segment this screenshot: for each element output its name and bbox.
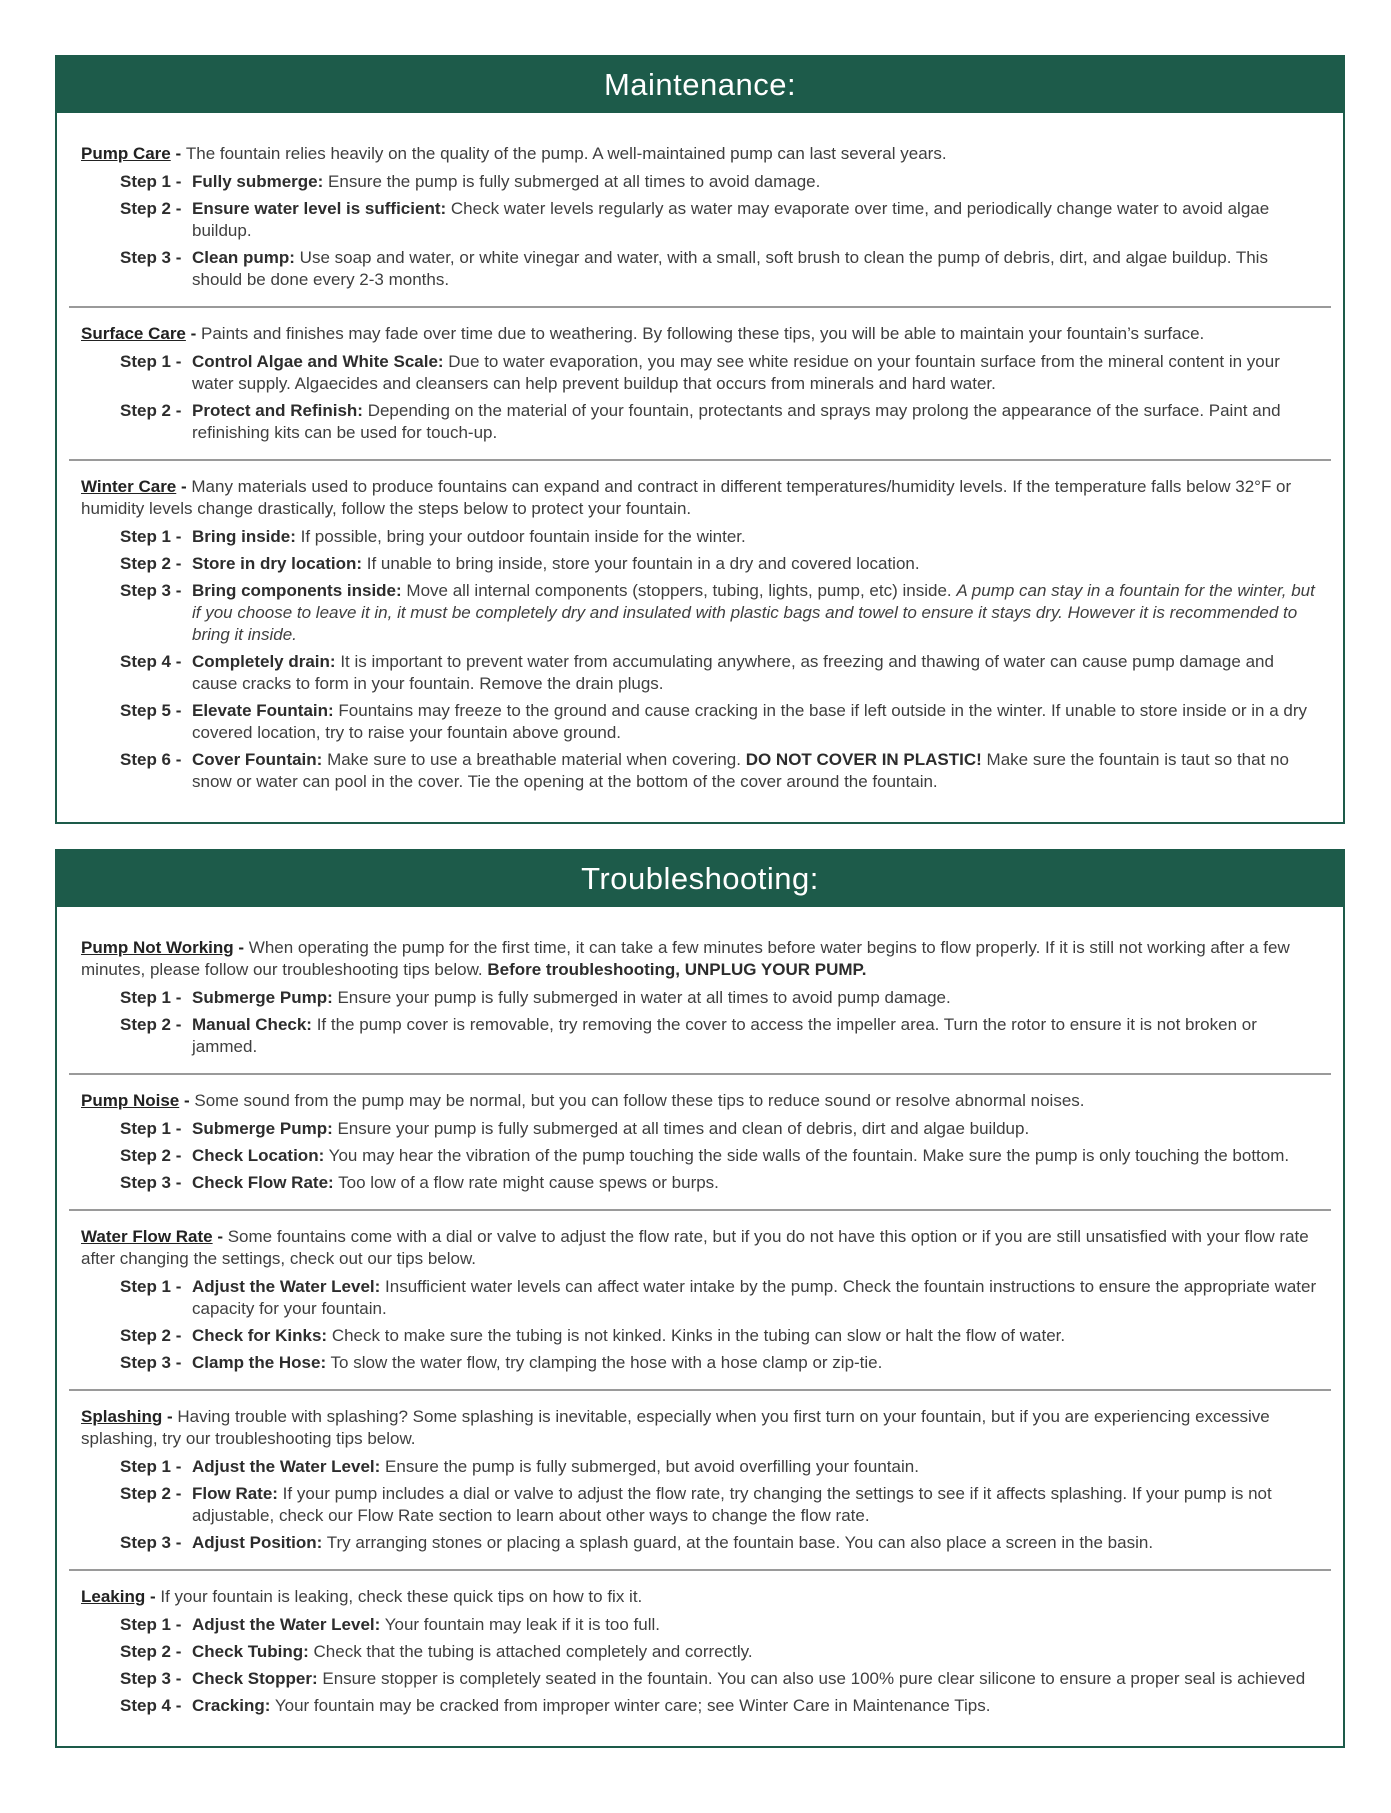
step-item [120, 1668, 1319, 1690]
step-text-part: Bring components inside: [192, 581, 402, 600]
step-text [192, 1695, 1319, 1717]
step-text [192, 700, 1319, 744]
step-text-part: Check Flow Rate: [192, 1173, 334, 1192]
topic-intro [81, 1226, 1319, 1270]
step-item [120, 1614, 1319, 1636]
topic-intro-part: Some fountains come with a dial or valve to adjust the flow rate, but if you do not have this option or if you are still unsatisfied with your flow rate after changing the settings, check out our tips below. [81, 1227, 1309, 1268]
step-text-part: Too low of a flow rate might cause spews or burps. [333, 1173, 719, 1192]
step-label: Step 1 - [120, 352, 182, 371]
step-text-part: It is important to prevent water from accumulating anywhere, as freezing and thawing of water can cause pump damage and cause cracks to form in your fountain. Remove the drain plugs. [192, 652, 1274, 693]
step-label: Step 1 - [120, 1615, 182, 1634]
topic-intro-part: Having trouble with splashing? Some splashing is inevitable, especially when you first turn on your fountain, but if you are experiencing excessive splashing, try our troubleshooting tips below. [81, 1407, 1270, 1448]
step-text-part: Insufficient water levels can affect water intake by the pump. Check the fountain instructions to ensure the appropriate water capacity for your fountain. [192, 1277, 1317, 1318]
step-label: Step 2 - [120, 1146, 182, 1165]
step-text [192, 198, 1319, 242]
step-text-part: Depending on the material of your fountain, protectants and sprays may prolong the appearance of the surface. Paint and refinishing kits can be used for touch-up. [192, 401, 1281, 442]
step-text-part: Adjust the Water Level: [192, 1615, 381, 1634]
topic-heading: Splashing [81, 1407, 163, 1426]
step-label: Step 2 - [120, 401, 182, 420]
step-item [120, 1532, 1319, 1554]
step-item [120, 526, 1319, 548]
step-label: Step 2 - [120, 1015, 182, 1034]
step-text [192, 1641, 1319, 1663]
step-text [192, 1456, 1319, 1478]
step-text [192, 400, 1319, 444]
step-text [192, 171, 1319, 193]
topic-intro [81, 476, 1319, 520]
topic-intro-part: Many materials used to produce fountains can expand and contract in different temperatures/humidity levels. If the temperature falls below 32°F or humidity levels change drastically, follow the steps below to protect your fountain. [81, 477, 1292, 518]
step-text-part: Ensure stopper is completely seated in the fountain. You can also use 100% pure clear silicone to ensure a proper seal is achieved [317, 1669, 1306, 1688]
topic-intro-text [201, 324, 1204, 343]
step-text-part: If possible, bring your outdoor fountain inside for the winter. [295, 527, 746, 546]
step-text-part: Ensure the pump is fully submerged at all times to avoid damage. [323, 172, 821, 191]
step-text-part: Adjust the Water Level: [192, 1277, 381, 1296]
step-item [120, 351, 1319, 395]
topic-steps [81, 351, 1319, 444]
step-text [192, 1276, 1319, 1320]
panel-troubleshooting [55, 849, 1345, 1748]
step-text-part: Move all internal components (stoppers, tubing, lights, pump, etc) inside. [401, 581, 957, 600]
topic-dash: - [170, 144, 186, 163]
step-text [192, 1483, 1319, 1527]
step-label: Step 1 - [120, 1277, 182, 1296]
topic-heading: Surface Care [81, 324, 186, 343]
step-text [192, 1614, 1319, 1636]
topic-steps [81, 1118, 1319, 1194]
step-text [192, 526, 1319, 548]
step-label: Step 3 - [120, 581, 182, 600]
topic-steps [81, 1276, 1319, 1374]
step-text-part: Clamp the Hose: [192, 1353, 327, 1372]
topic-heading: Pump Noise [81, 1091, 180, 1110]
step-text-part: DO NOT COVER IN PLASTIC! [745, 750, 982, 769]
section-body [57, 113, 1343, 822]
step-text [192, 749, 1319, 793]
step-label: Step 4 - [120, 1696, 182, 1715]
step-text-part: Your fountain may leak if it is too full. [380, 1615, 661, 1634]
topic-heading: Winter Care [81, 477, 177, 496]
topic-separator [69, 1389, 1331, 1391]
topic-intro-part: The fountain relies heavily on the quality of the pump. A well-maintained pump can last several years. [185, 144, 947, 163]
step-item [120, 651, 1319, 695]
topic-intro-text [81, 1227, 1309, 1268]
step-label: Step 2 - [120, 554, 182, 573]
step-text-part: Check to make sure the tubing is not kinked. Kinks in the tubing can slow or halt the flow of water. [327, 1326, 1066, 1345]
topic-steps [81, 171, 1319, 291]
topic-separator [69, 306, 1331, 308]
step-text-part: Ensure water level is sufficient: [192, 199, 447, 218]
step-text-part: Fully submerge: [192, 172, 324, 191]
step-label: Step 1 - [120, 172, 182, 191]
step-item [120, 1118, 1319, 1140]
step-text-part: Check Stopper: [192, 1669, 318, 1688]
step-text [192, 1172, 1319, 1194]
step-text-part: Completely drain: [192, 652, 336, 671]
step-label: Step 2 - [120, 1642, 182, 1661]
section-title: Maintenance: [603, 67, 797, 102]
step-item [120, 700, 1319, 744]
topic-heading: Pump Care [81, 144, 171, 163]
topic-water-flow-rate [81, 1226, 1319, 1374]
step-item [120, 1352, 1319, 1374]
topic-leaking [81, 1586, 1319, 1717]
topic-separator [69, 459, 1331, 461]
step-text-part: Bring inside: [192, 527, 296, 546]
panel-maintenance [55, 55, 1345, 824]
topic-pump-care [81, 143, 1319, 291]
step-text [192, 1118, 1319, 1140]
step-text-part: Control Algae and White Scale: [192, 352, 444, 371]
step-item [120, 400, 1319, 444]
topic-intro-text [81, 1407, 1270, 1448]
step-text-part: Your fountain may be cracked from improper winter care; see Winter Care in Maintenance Tips. [270, 1696, 991, 1715]
step-text-part: Clean pump: [192, 248, 295, 267]
step-label: Step 3 - [120, 1669, 182, 1688]
topic-intro-part: If your fountain is leaking, check these quick tips on how to fix it. [160, 1587, 643, 1606]
step-label: Step 3 - [120, 1353, 182, 1372]
step-item [120, 749, 1319, 793]
step-label: Step 3 - [120, 1533, 182, 1552]
step-item [120, 198, 1319, 242]
topic-dash: - [233, 938, 249, 957]
step-text [192, 553, 1319, 575]
topic-intro-text [194, 1091, 1084, 1110]
topic-steps [81, 1456, 1319, 1554]
step-text-part: Cracking: [192, 1696, 271, 1715]
step-text-part: To slow the water flow, try clamping the hose with a hose clamp or zip-tie. [326, 1353, 883, 1372]
step-item [120, 553, 1319, 575]
topic-intro-text [81, 938, 1290, 979]
step-text-part: If your pump includes a dial or valve to adjust the flow rate, try changing the settings to see if it affects splashing. If your pump is not adjustable, check our Flow Rate section to learn about other ways to change the flow rate. [192, 1484, 1272, 1525]
step-text-part: Use soap and water, or white vinegar and water, with a small, soft brush to clean the pump of debris, dirt, and algae buildup. This should be done every 2-3 months. [192, 248, 1268, 289]
topic-dash: - [162, 1407, 178, 1426]
step-text-part: Protect and Refinish: [192, 401, 363, 420]
step-item [120, 1483, 1319, 1527]
topic-heading: Pump Not Working [81, 938, 234, 957]
topic-surface-care [81, 323, 1319, 444]
step-item [120, 1145, 1319, 1167]
step-label: Step 1 - [120, 1457, 182, 1476]
step-label: Step 5 - [120, 701, 182, 720]
section-header [57, 57, 1343, 113]
step-text-part: Check Tubing: [192, 1642, 309, 1661]
step-text-part: Adjust Position: [192, 1533, 323, 1552]
step-label: Step 3 - [120, 1173, 182, 1192]
step-text [192, 1668, 1319, 1690]
step-item [120, 987, 1319, 1009]
step-text-part: Make sure the fountain is taut so that no snow or water can pool in the cover. Tie the opening at the bottom of the cover around the fountain. [192, 750, 1289, 791]
step-text-part: Ensure the pump is fully submerged, but avoid overfilling your fountain. [380, 1457, 919, 1476]
topic-intro-text [186, 144, 947, 163]
step-text-part: Try arranging stones or placing a splash guard, at the fountain base. You can also place a screen in the basin. [322, 1533, 1154, 1552]
step-text-part: Make sure to use a breathable material when covering. [322, 750, 746, 769]
topic-intro [81, 1586, 1319, 1608]
step-text [192, 247, 1319, 291]
step-label: Step 4 - [120, 652, 182, 671]
step-label: Step 1 - [120, 988, 182, 1007]
section-title: Troubleshooting: [581, 861, 819, 896]
step-item [120, 1172, 1319, 1194]
topic-intro-text [160, 1587, 642, 1606]
topic-intro [81, 323, 1319, 345]
step-text-part: Manual Check: [192, 1015, 312, 1034]
topic-intro-part: Before troubleshooting, UNPLUG YOUR PUMP. [487, 960, 867, 979]
topic-dash: - [176, 477, 192, 496]
step-text [192, 1014, 1319, 1058]
topic-separator [69, 1073, 1331, 1075]
topic-pump-not-working [81, 937, 1319, 1058]
topic-dash: - [212, 1227, 228, 1246]
step-item [120, 1276, 1319, 1320]
step-text-part: Due to water evaporation, you may see white residue on your fountain surface from the mineral content in your water supply. Algaecides and cleansers can help prevent buildup that occurs from minerals and hard water. [192, 352, 1280, 393]
step-label: Step 2 - [120, 199, 182, 218]
step-text [192, 987, 1319, 1009]
section-header [57, 851, 1343, 907]
topic-intro [81, 1090, 1319, 1112]
topic-intro-part: Some sound from the pump may be normal, but you can follow these tips to reduce sound or resolve abnormal noises. [194, 1091, 1085, 1110]
step-label: Step 1 - [120, 527, 182, 546]
step-text [192, 580, 1319, 646]
step-text-part: Check that the tubing is attached completely and correctly. [308, 1642, 753, 1661]
step-label: Step 1 - [120, 1119, 182, 1138]
step-item [120, 1456, 1319, 1478]
step-text-part: You may hear the vibration of the pump touching the side walls of the fountain. Make sure the pump is only touching the bottom. [324, 1146, 1290, 1165]
step-text-part: A pump can stay in a fountain for the winter, but if you choose to leave it in, it must be completely dry and insulated with plastic bags and towel to ensure it stays dry. However it is recommended to bring it inside. [192, 581, 1315, 644]
step-text-part: Check water levels regularly as water may evaporate over time, and periodically change water to avoid algae buildup. [192, 199, 1270, 240]
topic-winter-care [81, 476, 1319, 793]
step-text-part: Flow Rate: [192, 1484, 278, 1503]
step-item [120, 1325, 1319, 1347]
step-text-part: Ensure your pump is fully submerged in water at all times to avoid pump damage. [332, 988, 951, 1007]
step-text-part: Cover Fountain: [192, 750, 323, 769]
topic-steps [81, 987, 1319, 1058]
topic-intro-part: When operating the pump for the first time, it can take a few minutes before water begins to flow properly. If it is still not working after a few minutes, please follow our troubleshooting tips below. [81, 938, 1290, 979]
step-text-part: Ensure your pump is fully submerged at all times and clean of debris, dirt and algae buildup. [332, 1119, 1030, 1138]
topic-separator [69, 1209, 1331, 1211]
step-item [120, 171, 1319, 193]
step-text [192, 651, 1319, 695]
step-label: Step 3 - [120, 248, 182, 267]
step-text [192, 1325, 1319, 1347]
step-text-part: If the pump cover is removable, try removing the cover to access the impeller area. Turn the rotor to ensure it is not broken or jammed. [192, 1015, 1257, 1056]
topic-separator [69, 1569, 1331, 1571]
topic-steps [81, 526, 1319, 793]
step-text [192, 1145, 1319, 1167]
step-text-part: Submerge Pump: [192, 988, 333, 1007]
step-text-part: Elevate Fountain: [192, 701, 334, 720]
step-text-part: Store in dry location: [192, 554, 363, 573]
step-text [192, 1532, 1319, 1554]
step-text-part: If unable to bring inside, store your fountain in a dry and covered location. [362, 554, 920, 573]
topic-intro [81, 1406, 1319, 1450]
step-item [120, 1695, 1319, 1717]
topic-dash: - [185, 324, 201, 343]
topic-dash: - [145, 1587, 161, 1606]
topic-heading: Leaking [81, 1587, 146, 1606]
step-text-part: Submerge Pump: [192, 1119, 333, 1138]
topic-splashing [81, 1406, 1319, 1554]
topic-intro [81, 143, 1319, 165]
section-body [57, 907, 1343, 1746]
step-item [120, 1641, 1319, 1663]
topic-intro-part: Paints and finishes may fade over time due to weathering. By following these tips, you will be able to maintain your fountain’s surface. [201, 324, 1205, 343]
step-text-part: Check Location: [192, 1146, 325, 1165]
topic-pump-noise [81, 1090, 1319, 1194]
topic-heading: Water Flow Rate [81, 1227, 213, 1246]
topic-intro [81, 937, 1319, 981]
step-item [120, 247, 1319, 291]
step-label: Step 6 - [120, 750, 182, 769]
step-label: Step 2 - [120, 1484, 182, 1503]
step-text [192, 1352, 1319, 1374]
step-text-part: Adjust the Water Level: [192, 1457, 381, 1476]
topic-dash: - [179, 1091, 195, 1110]
step-text-part: Fountains may freeze to the ground and cause cracking in the base if left outside in the winter. If unable to store inside or in a dry covered location, try to raise your fountain above ground. [192, 701, 1308, 742]
step-item [120, 1014, 1319, 1058]
step-text-part: Check for Kinks: [192, 1326, 328, 1345]
topic-steps [81, 1614, 1319, 1717]
step-text [192, 351, 1319, 395]
topic-intro-text [81, 477, 1291, 518]
step-label: Step 2 - [120, 1326, 182, 1345]
step-item [120, 580, 1319, 646]
